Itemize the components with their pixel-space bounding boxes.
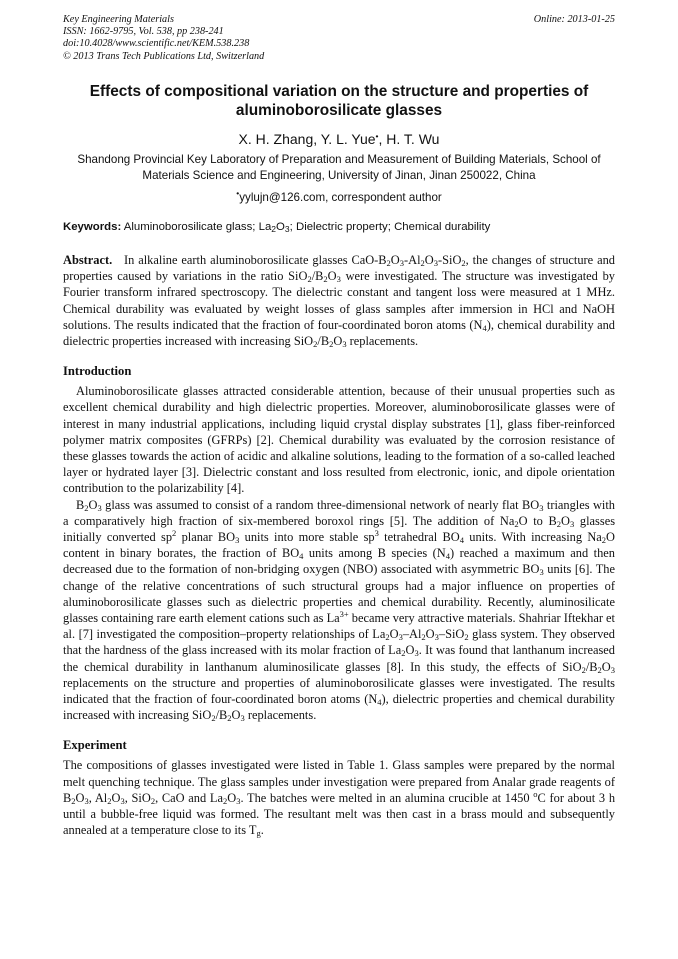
doi-line: doi:10.4028/www.scientific.net/KEM.538.238 [63,38,250,50]
corresponding-mark: • [375,131,379,141]
paper-title: Effects of compositional variation on the structure and properties of aluminoborosilicate glasses [89,83,589,119]
journal-header [63,14,615,66]
section-heading-introduction: Introduction [63,364,132,379]
keywords: Keywords: Aluminoborosilicate glass; $La_2O_3$; Dielectric property; Chemical durability [63,221,491,234]
abstract: Abstract. In alkaline earth aluminoborosilicate glasses CaO-$B_2O_3-Al_2O_3-SiO_2$, the changes of structure and properties caused by variations in the ratio $SiO_2/B_2O_3$ were investigated. The structure was investigated by Fourier transform infrared spectroscopy. The dielectric constant and tangent loss were measured at 1 MHz. Chemical durability was evaluated by weight losses of glass samples after immersion in HCl and NaOH solutions. The results indicated that the fraction of four-coordinated boron atoms $(N_4)$, chemical durability and dielectric properties increased with increasing $SiO_2/B_2O_3$ replacements. [63,253,615,350]
journal-name: Key Engineering Materials [63,14,174,25]
journal-info [63,14,264,63]
abstract-label: Abstract. [63,253,113,267]
affiliation: Shandong Provincial Key Laboratory of Preparation and Measurement of Building Materials, School of Materials Science and Engineering, University of Jinan, Jinan 250022, China [77,153,601,182]
keywords-label: Keywords: [63,221,122,233]
issn-line: ISSN: 1662-9795, Vol. 538, pp 238-241 [63,26,224,38]
intro-paragraph-1: Aluminoborosilicate glasses attracted considerable attention, because of their unusual properties such as excellent chemical durability and high dielectric properties. Moreover, aluminoborosilicate glasses were of interest in many industrial applications, including liquid crystal display substrates [1], glass fiber-reinforced polymer matrix composites (GFRPs) [2]. Chemical durability was evaluated by the corrosion resistance of these glasses towards the action of acidic and alkaline solutions, leading to the formation of a so-called leached layer or hydrated layer [3]. Dielectric constant and loss resulted from electronic, ionic, and dipole orientation contribution to the polarizability [4]. [63,384,615,496]
copyright-line: © 2013 Trans Tech Publications Ltd, Switzerland [63,50,265,62]
correspondence-email: •yylujn@126.com, correspondent author [236,188,442,204]
section-heading-experiment: Experiment [63,738,127,753]
experiment-paragraph: The compositions of glasses investigated were listed in Table 1. Glass samples were prepared by the normal melt quenching technique. The glass samples under investigation were prepared from Analar grade reagents of $B_2O_3$, $Al_2O_3$, SiO$_2$, CaO and $La_2O_3$. The batches were melted in an alumina crucible at 1450 $^o$C for about 3 h until a bubble-free liquid was formed. The resultant melt was then cast in a brass mould and subsequently annealed at a temperature close to its $T_g$. [63,758,616,839]
intro-paragraph-2: $B_2O_3$ glass was assumed to consist of a random three-dimensional network of nearly flat $BO_3$ triangles with a comparatively high fraction of six-membered boroxol rings [5]. The addition of $Na_2O$ to $B_2O_3$ glasses initially converted $sp^2$ planar $BO_3$ units into more stable $sp^3$ tetrahedral $BO_4$ units. With increasing $Na_2O$ content in binary borates, the fraction of $BO_4$ units among B species $(N_4)$ reached a maximum and then decreased due to the formation of non-bridging oxygen (NBO) associated with asymmetric $BO_3$ units [6]. The change of the relative concentrations of such structural groups had a major influence on properties of aluminoborosilicate glasses such as dielectric properties and chemical durability. Recently, aluminosilicate glasses containing rare earth element cations such as $La^{3+}$ became very attractive materials. Shahriar Iftekhar et al. [7] investigated the composition–property relationships of $La_2O_3-Al_2O_3-SiO_2$ glass system. They observed that the hardness of the glass increased with its molar fraction of $La_2O_3$. It was found that lanthanum increased the chemical durability in lanthanum aluminosilicate glasses [8]. In this study, the effects of $SiO_2/B_2O_3$ replacements on the structure and properties of aluminoborosilicate glasses were investigated. The results indicated that the fraction of four-coordinated boron atoms $(N_4)$, dielectric properties and chemical durability increased with increasing $SiO_2/B_2O_3$ replacements. [63,497,616,724]
paper-page [63,14,615,839]
author-list: X. H. Zhang, Y. L. Yue•, H. T. Wu [238,131,440,147]
online-date: Online: 2013-01-25 [533,14,615,25]
